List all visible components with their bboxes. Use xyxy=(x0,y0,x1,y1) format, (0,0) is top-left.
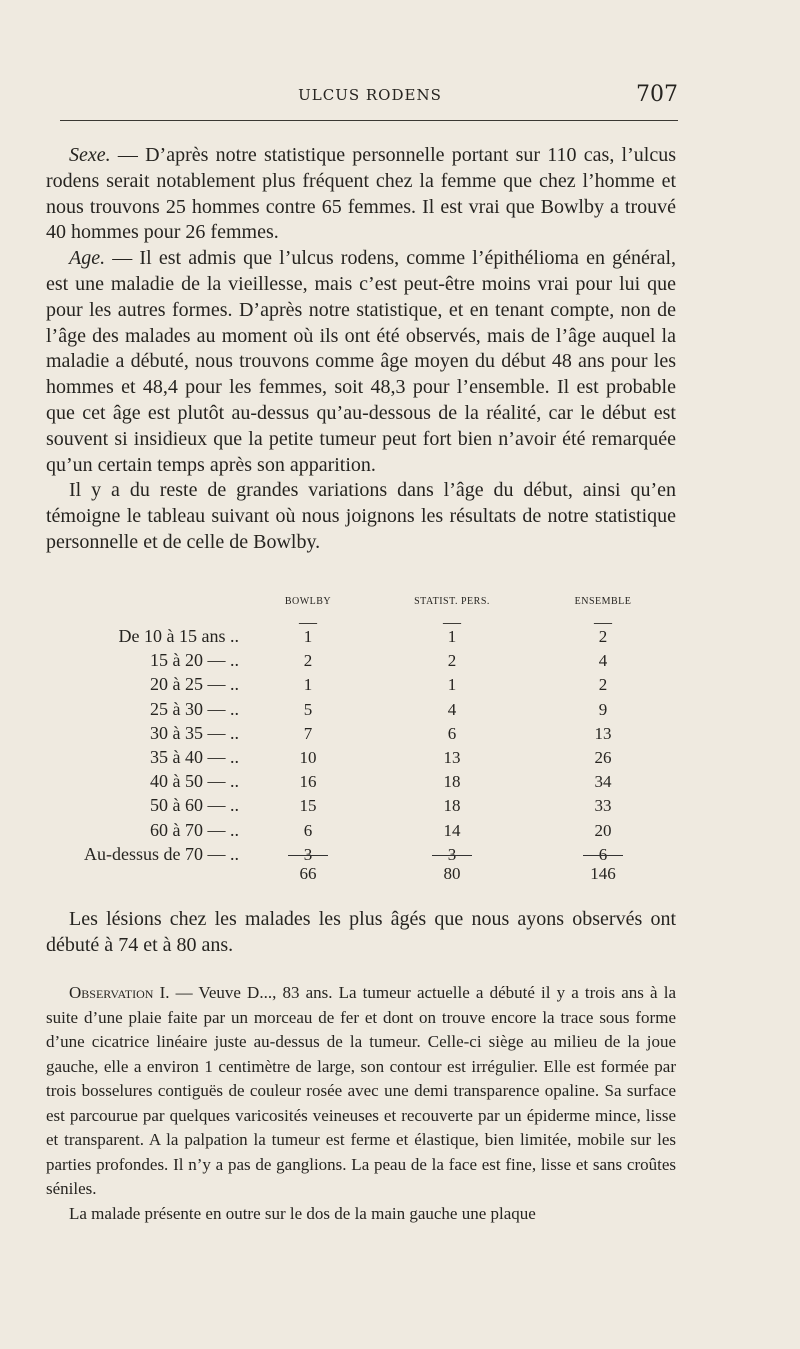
observation-section xyxy=(46,981,676,1226)
observation-text: — Veuve D..., 83 ans. La tumeur actuelle a débuté il y a trois ans à la suite d’une plaie faite par un morceau de fer et dont on trouve encore la trace sous forme d’une cicatrice linéaire juste au-dessus de la tumeur. Celle-ci siège au milieu de la joue gauche, elle a environ 1 centimètre de large, son contour est irrégulier. Elle est formée par trois bosselures contiguës de couleur rosée avec une demi transparence opaline. Sa surface est parcourue par quelques varicosités veineuses et recouverte par un épiderme mince, lisse et transparent. A la palpation la tumeur est ferme et élastique, bien limitée, mobile sur les parties profondes. Il n’y a pas de ganglions. La peau de la face est fine, lisse et sans croûtes séniles. xyxy=(46,983,676,1198)
table-cell: 4 xyxy=(447,699,457,719)
table-cell: 4 xyxy=(598,651,608,671)
sum-rule xyxy=(583,855,623,856)
table-cell: 14 xyxy=(443,820,461,840)
table-cell: 16 xyxy=(299,772,317,792)
table-cell: 6 xyxy=(303,820,313,840)
paragraph-oldest: Les lésions chez les malades les plus âgés que nous ayons observés ont débuté à 74 et à 80 ans. xyxy=(46,908,676,956)
table-cell: 18 xyxy=(443,796,461,816)
table-cell: 7 xyxy=(303,723,313,743)
paragraph-last-line: La malade présente en outre sur le dos de la main gauche une plaque xyxy=(69,1203,536,1223)
table-cell: 3 xyxy=(447,844,457,864)
row-label: 60 à 70 — .. xyxy=(150,819,239,840)
table-cell: 18 xyxy=(443,772,461,792)
paragraph-variations: Il y a du reste de grandes variations dans l’âge du début, ainsi qu’en témoigne le tableau suivant où nous joignons les résultats de notre statistique personnelle et de celle de Bowlby. xyxy=(46,479,676,553)
row-label: 30 à 35 — .. xyxy=(150,722,239,743)
sum-rule xyxy=(432,855,472,856)
column-dash: — xyxy=(443,612,461,632)
age-text: — Il est admis que l’ulcus rodens, comme l’épithélioma en général, est une maladie de la vieillesse, mais c’est peut-être moins vrai pour lui que pour les autres formes. D’après notre statistique, et en tenant compte, non de l’âge des malades au moment où ils ont été observés, mais de l’âge auquel la maladie a débuté, nous trouvons comme âge moyen du début 48 ans pour les hommes et 48,4 pour les femmes, soit 48,3 pour l’ensemble. Il est probable que cet âge est plutôt au-dessus qu’au-dessous de la réalité, car le début est souvent si insidieux que la petite tumeur peut fort bien n’avoir été remarquée qu’un certain temps après son apparition. xyxy=(46,247,676,476)
table-cell: 2 xyxy=(303,651,313,671)
age-label: Age. xyxy=(69,247,106,270)
table-cell: 1 xyxy=(303,627,313,646)
observation-label: Observation I. xyxy=(69,983,170,1002)
table-cell: 2 xyxy=(447,651,457,671)
table-cell: 6 xyxy=(447,723,457,743)
column-header: STATIST. PERS. xyxy=(414,596,490,607)
page-number: 707 xyxy=(636,82,678,107)
table-cell: 15 xyxy=(299,796,317,816)
table-cell: 13 xyxy=(443,748,461,767)
column-header: ENSEMBLE xyxy=(574,596,632,607)
column-dash: — xyxy=(594,612,612,632)
paragraph-age xyxy=(46,246,676,478)
table-cell: 9 xyxy=(598,699,608,719)
row-label: 35 à 40 — .. xyxy=(150,747,239,767)
row-label: 40 à 50 — .. xyxy=(150,771,239,792)
row-label: De 10 à 15 ans .. xyxy=(118,626,239,646)
row-label: 50 à 60 — .. xyxy=(150,795,239,816)
running-header xyxy=(60,82,680,116)
running-title: ULCUS RODENS xyxy=(298,86,442,104)
total-cell: 146 xyxy=(590,864,616,883)
table-cell: 1 xyxy=(447,675,457,695)
column-header: BOWLBY xyxy=(284,596,332,607)
row-label: 20 à 25 — .. xyxy=(150,674,239,695)
table-cell: 13 xyxy=(594,723,612,743)
paragraph-sexe xyxy=(46,143,676,246)
total-cell: 66 xyxy=(299,864,317,883)
age-onset-table xyxy=(46,596,686,896)
table-cell: 34 xyxy=(594,772,612,792)
header-rule xyxy=(60,120,678,121)
paragraph-observation xyxy=(46,981,676,1202)
table-cell: 5 xyxy=(303,699,313,719)
sexe-label: Sexe. xyxy=(69,144,111,166)
sum-rule xyxy=(288,855,328,856)
sexe-text: — D’après notre statistique personnelle portant sur 110 cas, l’ulcus rodens serait notablement plus fréquent chez la femme que chez l’homme et nous trouvons 25 hommes contre 65 femmes. Il est vrai que Bowlby a trouvé 40 hommes pour 26 femmes. xyxy=(46,144,676,244)
table-cell: 10 xyxy=(299,748,317,767)
total-cell: 80 xyxy=(443,864,461,883)
after-table-section xyxy=(46,907,676,959)
table-cell: 6 xyxy=(598,844,608,864)
table-cell: 1 xyxy=(303,675,313,695)
row-label: 15 à 20 — .. xyxy=(150,650,239,671)
table-cell: 26 xyxy=(594,748,612,767)
table-cell: 33 xyxy=(594,796,612,816)
table-cell: 2 xyxy=(598,675,608,695)
table-cell: 1 xyxy=(447,627,457,646)
column-dash: — xyxy=(299,612,317,632)
table-cell: 2 xyxy=(598,627,608,646)
table-cell: 20 xyxy=(594,820,612,840)
intro-section xyxy=(46,143,676,556)
table-cell: 3 xyxy=(303,844,313,864)
row-label: Au-dessus de 70 — .. xyxy=(84,843,239,864)
row-label: 25 à 30 — .. xyxy=(150,698,239,719)
